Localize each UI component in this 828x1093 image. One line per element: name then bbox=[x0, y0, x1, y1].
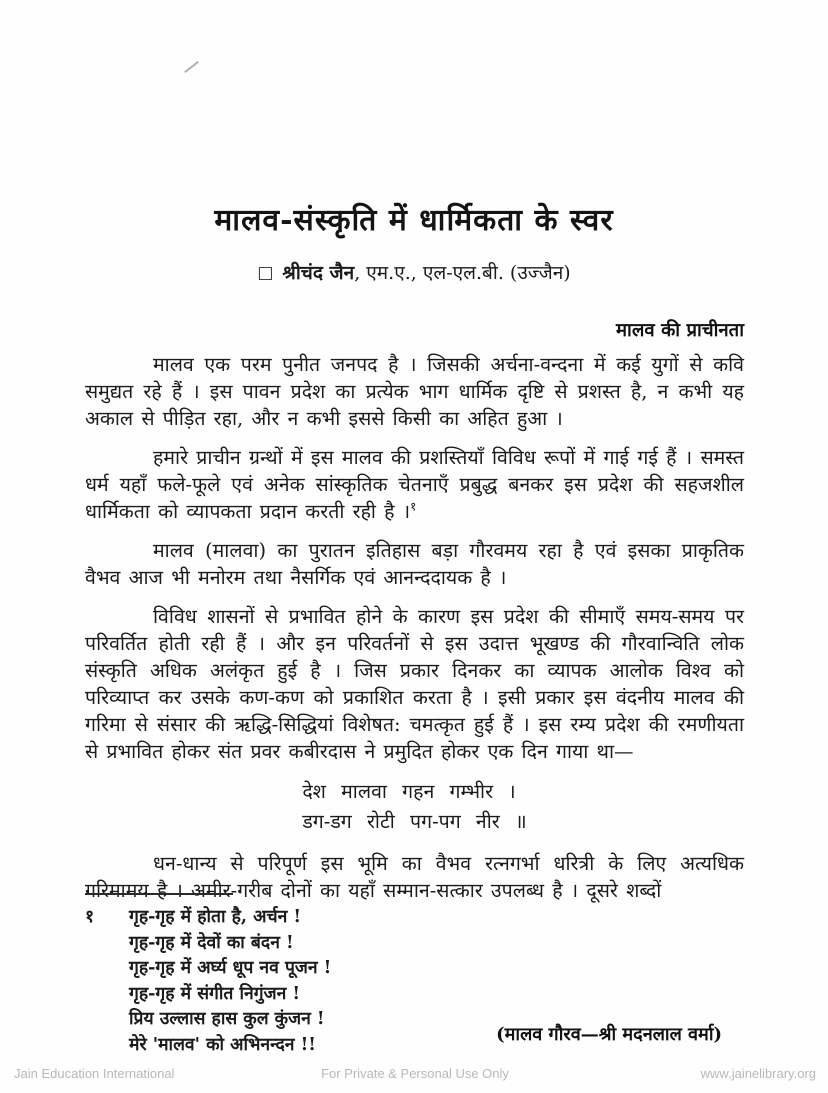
author-credentials: , एम.ए., एल-एल.बी. (उज्जैन) bbox=[354, 262, 571, 284]
paragraph-2 bbox=[85, 444, 744, 525]
paragraph-2-text: हमारे प्राचीन ग्रन्थों में इस मालव की प्रशस्तियाँ विविध रूपों में गाई गई हैं । समस्त धर्म यहाँ फले-फूले एवं अनेक सांस्कृतिक चेतनाएँ प्रबुद्ध बनकर इस प्रदेश की सहजशील धार्मिकता को व्यापकता प्रदान करती रही है । bbox=[85, 446, 744, 523]
footnote-poem-lines bbox=[129, 905, 331, 1058]
paragraph-4 bbox=[85, 603, 744, 765]
footnote-line-5: प्रिय उल्लास हास कुल कुंजन ! bbox=[129, 1009, 325, 1029]
footer-website: www.jainelibrary.org bbox=[700, 1066, 816, 1081]
square-bullet-icon: □ bbox=[257, 263, 274, 283]
footnote-line-2: गृह-गृह में देवों का बंदन ! bbox=[129, 932, 294, 953]
verse-line-2: डग-डग रोटी पग-पग नीर ॥ bbox=[302, 810, 527, 833]
paragraph-1 bbox=[85, 351, 744, 432]
page-footer bbox=[14, 1066, 816, 1081]
footnote-line-4: गृह-गृह में संगीत निगुंजन ! bbox=[129, 983, 301, 1004]
article-body bbox=[85, 317, 744, 904]
poem-attribution: (मालव गौरव—श्री मदनलाल वर्मा) bbox=[496, 1024, 722, 1045]
footnote-line-3: गृह-गृह में अर्घ्य धूप नव पूजन ! bbox=[129, 958, 332, 978]
paragraph-5-text: धन-धान्य से परिपूर्ण इस भूमि का वैभव रत्नगर्भा धरित्री के लिए अत्यधिक गरिमामय है । अमीर-गरीब दोनों का यहाँ सम्मान-सत्कार उपलब्ध है । दूसरे शब्दों bbox=[85, 852, 744, 902]
footer-usage-note: For Private & Personal Use Only bbox=[321, 1066, 509, 1081]
footer-publisher: Jain Education International bbox=[14, 1066, 175, 1081]
footnote-poem bbox=[85, 905, 565, 1058]
footnote-line-1: गृह-गृह में होता है, अर्चन ! bbox=[129, 907, 302, 927]
paragraph-4-text: विविध शासनों से प्रभावित होने के कारण इस प्रदेश की सीमाएँ समय-समय पर परिवर्तित होती रही हैं । और इन परिवर्तनों से इस उदात्त भूखण्ड की गौरवान्विति लोक संस्कृति अधिक अलंकृत हुई है । जिस प्रकार दिनकर का व्यापक आलोक विश्व को परिव्याप्त कर उसके कण-कण को प्रकाशित करता है । इसी प्रकार इस वंदनीय मालव की गरिमा से संसार की ऋद्धि-सिद्धियां विशेषत: चमत्कृत हुई हैं । इस रम्य प्रदेश की रमणीयता से प्रभावित होकर संत प्रवर कबीरदास ने प्रमुदित होकर एक दिन गाया था— bbox=[85, 605, 744, 763]
verse-couplet bbox=[302, 777, 526, 837]
byline bbox=[0, 260, 828, 288]
footnote-line-6: मेरे 'मालव' को अभिनन्दन !! bbox=[129, 1034, 316, 1055]
footnote-separator bbox=[85, 893, 233, 895]
footnote-marker: १ bbox=[85, 907, 95, 927]
verse-line-1: देश मालवा गहन गम्भीर । bbox=[302, 780, 516, 803]
author-name: श्रीचंद जैन bbox=[282, 262, 355, 284]
footnote-section bbox=[85, 893, 565, 1058]
section-heading: मालव की प्राचीनता bbox=[615, 320, 744, 341]
paragraph-3-text: मालव (मालवा) का पुरातन इतिहास बड़ा गौरवमय रहा है एवं इसका प्राकृतिक वैभव आज भी मनोरम तथा नैसर्गिक एवं आनन्ददायक है । bbox=[85, 539, 744, 589]
footnote-reference: १ bbox=[410, 499, 417, 514]
article-title: मालव-संस्कृति में धार्मिकता के स्वर bbox=[214, 203, 614, 238]
paragraph-3 bbox=[85, 537, 744, 591]
paragraph-1-text: मालव एक परम पुनीत जनपद है । जिसकी अर्चना-वन्दना में कई युगों से कवि समुद्यत रहे हैं । इस पावन प्रदेश का प्रत्येक भाग धार्मिक दृष्टि से प्रशस्त है, न कभी यह अकाल से पीड़ित रहा, और न कभी इससे किसी का अहित हुआ । bbox=[85, 353, 744, 430]
